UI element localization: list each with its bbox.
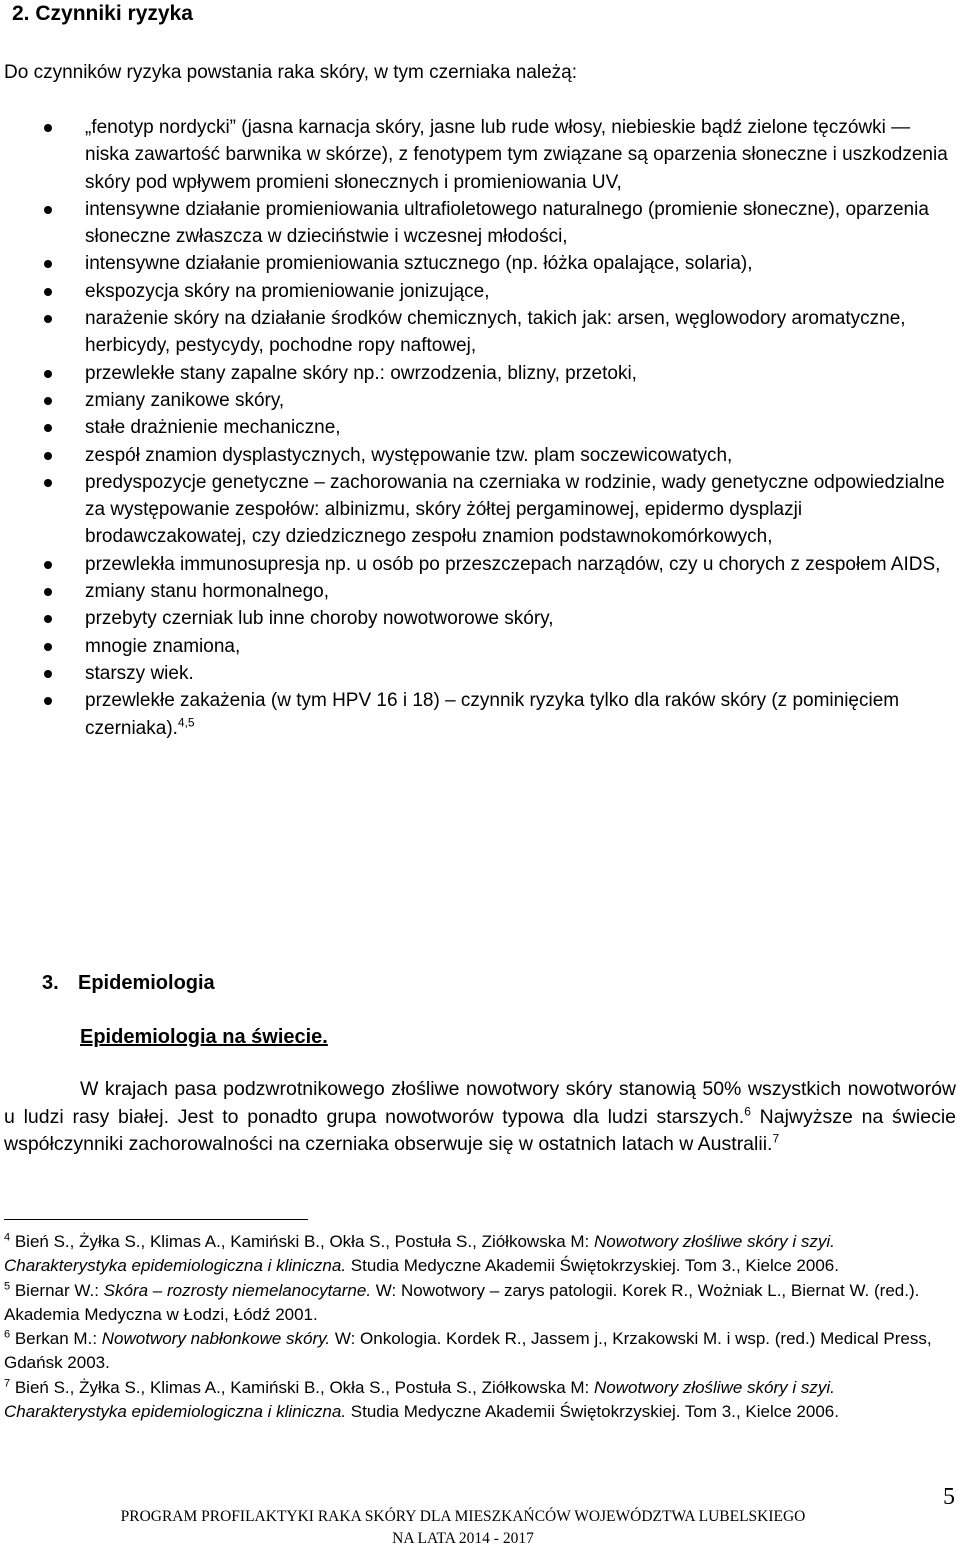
epidemiology-paragraph: W krajach pasa podzwrotnikowego złośliwe nowotwory skóry stanowią 50% wszystkich nowotworów u ludzi rasy białej. Jest to ponadto grupa nowotworów typowa dla ludzi starszych.$^6$ Najwyższe na świecie współczynniki zachorowalności na czerniaka obserwuje się w ostatnich latach w Australii.$^7$ [4,1078,956,1155]
risk-factors-intro: Do czynników ryzyka powstania raka skóry, w tym czerniaka należą: [4,62,578,83]
footnote-ref[interactable]: 6 [744,1104,751,1118]
list-item: intensywne działanie promieniowania sztucznego (np. łóżka opalające, solaria), [0,250,956,277]
list-item: przewlekłe stany zapalne skóry np.: owrzodzenia, blizny, przetoki, [0,360,956,387]
footnote: $^5$ Biernar W.: Skóra – rozrosty niemelanocytarne. W: Nowotwory – zarys patologii. Korek R., Wożniak L., Biernat W. (red.). Akademia Medyczna w Łodzi, Łódź 2001. [4,1279,920,1324]
list-item: mnogie znamiona, [0,633,956,660]
footnote: $^6$ Berkan M.: Nowotwory nabłonkowe skóry. W: Onkologia. Kordek R., Jassem j., Krzakowski M. i wsp. (red.) Medical Press, Gdańsk 2003. [4,1328,932,1373]
list-item: stałe drażnienie mechaniczne, [0,414,956,441]
footnote-ref[interactable]: 7 [772,1131,780,1146]
list-item: przewlekła immunosupresja np. u osób po przeszczepach narządów, czy u chorych z zespołem AIDS, [0,551,956,578]
list-item: zmiany stanu hormonalnego, [0,578,956,605]
subheading-epidemiology-world: Epidemiologia na świecie. [80,1026,328,1048]
list-item: ekspozycja skóry na promieniowanie jonizujące, [0,278,956,305]
footer-program-title: PROGRAM PROFILAKTYKI RAKA SKÓRY DLA MIESZKAŃCÓW WOJEWÓDZTWA LUBELSKIEGO [120,1508,806,1525]
footnote-ref[interactable]: 4,5 [177,715,195,730]
list-item: predyspozycje genetyczne – zachorowania na czerniaka w rodzinie, wady genetyczne odpowiedzialne za występowanie zespołów: albinizmu, skóry żółtej pergaminowej, epidermo dysplazji brodawczakowatej, czy dziedzicznego zespołu znamion podstawnokomórkowych, [0,469,956,551]
risk-factors-list [0,114,956,742]
footnotes [4,1230,960,1424]
list-item: zespół znamion dysplastycznych, występowanie tzw. plam soczewicowatych, [0,442,956,469]
list-item: starszy wiek. [0,660,956,687]
list-item: przewlekłe zakażenia (w tym HPV 16 i 18) – czynnik ryzyka tylko dla raków skóry (z pominięciem czerniaka).$^{4,5}$ [0,687,956,742]
page-footer [0,1506,926,1550]
page-number: 5 [943,1484,955,1510]
footnote: $^4$ Bień S., Żyłka S., Klimas A., Kamiński B., Okła S., Postuła S., Ziółkowska M: Nowotwory złośliwe skóry i szyi. Charakterystyka epidemiologiczna i kliniczna. Studia Medyczne Akademii Świętokrzyskiej. Tom 3., Kielce 2006. [4,1231,839,1276]
list-item: intensywne działanie promieniowania ultrafioletowego naturalnego (promienie słoneczne), oparzenia słoneczne zwłaszcza w dzieciństwie i wczesnej młodości, [0,196,956,251]
list-item: przebyty czerniak lub inne choroby nowotworowe skóry, [0,605,956,632]
section-heading-epidemiology: 3. Epidemiologia [42,972,215,994]
footer-years: NA LATA 2014 - 2017 [392,1530,534,1547]
footnote-divider [4,1219,308,1220]
list-item: „fenotyp nordycki” (jasna karnacja skóry, jasne lub rude włosy, niebieskie bądź zielone tęczówki — niska zawartość barwnika w skórze), z fenotypem tym związane są oparzenia słoneczne i uszkodzenia skóry pod wpływem promieni słonecznych i promieniowania UV, [0,114,956,196]
footnote: $^7$ Bień S., Żyłka S., Klimas A., Kamiński B., Okła S., Postuła S., Ziółkowska M: Nowotwory złośliwe skóry i szyi. Charakterystyka epidemiologiczna i kliniczna. Studia Medyczne Akademii Świętokrzyskiej. Tom 3., Kielce 2006. [4,1377,839,1422]
list-item: narażenie skóry na działanie środków chemicznych, takich jak: arsen, węglowodory aromatyczne, herbicydy, pestycydy, pochodne ropy naftowej, [0,305,956,360]
section-heading-risk-factors: 2. Czynniki ryzyka [12,2,193,25]
list-item: zmiany zanikowe skóry, [0,387,956,414]
